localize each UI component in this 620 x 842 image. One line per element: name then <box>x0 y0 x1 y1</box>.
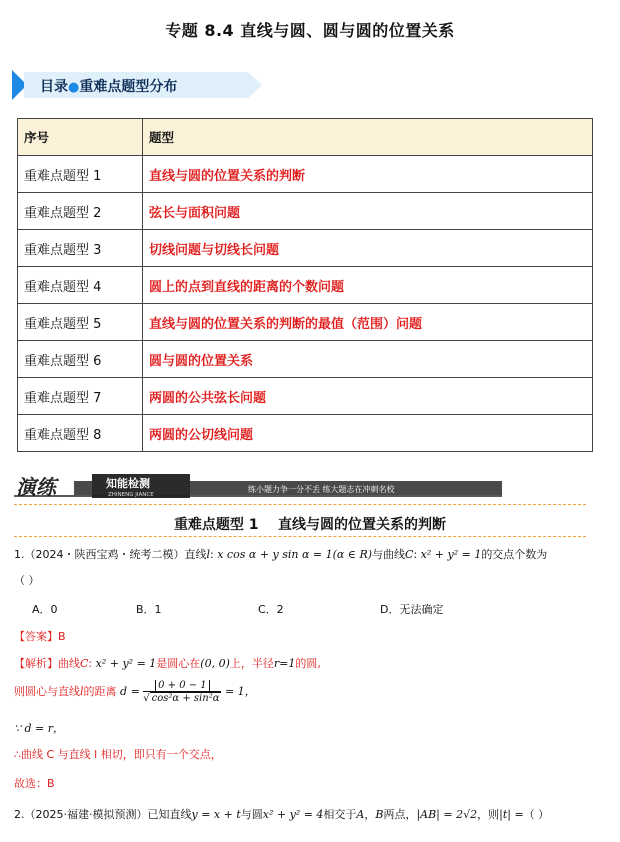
toc-row <box>18 341 593 378</box>
toc-row <box>18 230 593 267</box>
toc-row-topic[interactable]: 圆上的点到直线的距离的个数问题 <box>143 267 593 304</box>
answer-value: B <box>58 630 66 643</box>
answer-label: 【答案】 <box>14 630 58 643</box>
toc-dot-icon: ● <box>68 80 80 95</box>
question-1-paren: （ ） <box>14 574 40 587</box>
toc-row-topic[interactable]: 直线与圆的位置关系的判断 <box>143 156 593 193</box>
answer-line <box>14 628 66 644</box>
toc-row-number: 重难点题型 2 <box>18 193 143 230</box>
toc-row <box>18 267 593 304</box>
dashed-divider-top <box>14 504 586 505</box>
toc-label: 目录●重难点题型分布 <box>40 79 178 95</box>
toc-row <box>18 378 593 415</box>
toc-row-number: 重难点题型 6 <box>18 341 143 378</box>
toc-row-topic[interactable]: 弦长与面积问题 <box>143 193 593 230</box>
toc-header-row <box>18 119 593 156</box>
dashed-divider-bottom <box>14 536 586 537</box>
toc-header-number: 序号 <box>18 119 143 156</box>
toc-row-topic[interactable]: 两圆的公共弦长问题 <box>143 378 593 415</box>
option-b[interactable]: B．1 <box>136 603 162 616</box>
practice-banner <box>14 474 502 498</box>
toc-row <box>18 193 593 230</box>
toc-row-number: 重难点题型 4 <box>18 267 143 304</box>
practice-banner-main: 演练 <box>16 475 56 498</box>
toc-row <box>18 304 593 341</box>
toc-table <box>17 118 593 452</box>
analysis-line-2: 则圆心与直线l的距离 d = $\frac{0 + 0 - 1}{\text{√ cos²α + sin²α}}$ = 1， <box>14 680 256 704</box>
toc-row-number: 重难点题型 7 <box>18 378 143 415</box>
toc-banner <box>12 70 264 100</box>
section-title: 重难点题型 1 直线与圆的位置关系的判断 <box>173 517 447 533</box>
page-title: 专题 8.4 直线与圆、圆与圆的位置关系 <box>165 21 455 40</box>
practice-banner-graphic <box>14 474 502 498</box>
question-1-stem: 1.（2024・陕西宝鸡・统考二模）直线l: x cos α + y sin α = 1(α ∈ R)与曲线C: x² + y² = 1的交点个数为 <box>14 548 548 561</box>
analysis-line-5: 故选：B <box>14 777 55 790</box>
toc-row-topic[interactable]: 直线与圆的位置关系的判断的最值（范围）问题 <box>143 304 593 341</box>
toc-row <box>18 415 593 452</box>
toc-row-topic[interactable]: 两圆的公切线问题 <box>143 415 593 452</box>
analysis-label: 【解析】 <box>14 657 58 670</box>
distance-fraction: $\frac{0 + 0 - 1}{\text{√ cos²α + sin²α}}$ <box>143 680 220 704</box>
toc-header-topic: 题型 <box>143 119 593 156</box>
toc-row-number: 重难点题型 3 <box>18 230 143 267</box>
question-2-stem: 2.（2025·福建·模拟预测）已知直线y = x + t与圆x² + y² = 4相交于A，B两点，|AB| = 2√2，则|t| =（ ） <box>14 808 550 821</box>
analysis-line-3: ∵ d = r， <box>14 722 65 735</box>
option-d[interactable]: D．无法确定 <box>380 603 444 616</box>
analysis-line-1: 【解析】曲线C: x² + y² = 1是圆心在(0, 0)上，半径r=1的圆, <box>14 657 321 670</box>
analysis-line-4: ∴曲线 C 与直线 l 相切，即只有一个交点， <box>14 748 222 761</box>
practice-banner-slogan: 练小题力争一分不丢 练大题志在冲刺名校 <box>248 485 395 494</box>
toc-row <box>18 156 593 193</box>
practice-banner-sub: ZHINENG JIANCE <box>108 492 154 498</box>
option-a[interactable]: A．0 <box>32 603 58 616</box>
practice-banner-box: 知能检测 <box>106 477 150 490</box>
toc-row-topic[interactable]: 圆与圆的位置关系 <box>143 341 593 378</box>
option-c[interactable]: C．2 <box>258 603 284 616</box>
toc-row-number: 重难点题型 1 <box>18 156 143 193</box>
toc-row-number: 重难点题型 8 <box>18 415 143 452</box>
toc-row-number: 重难点题型 5 <box>18 304 143 341</box>
toc-row-topic[interactable]: 切线问题与切线长问题 <box>143 230 593 267</box>
